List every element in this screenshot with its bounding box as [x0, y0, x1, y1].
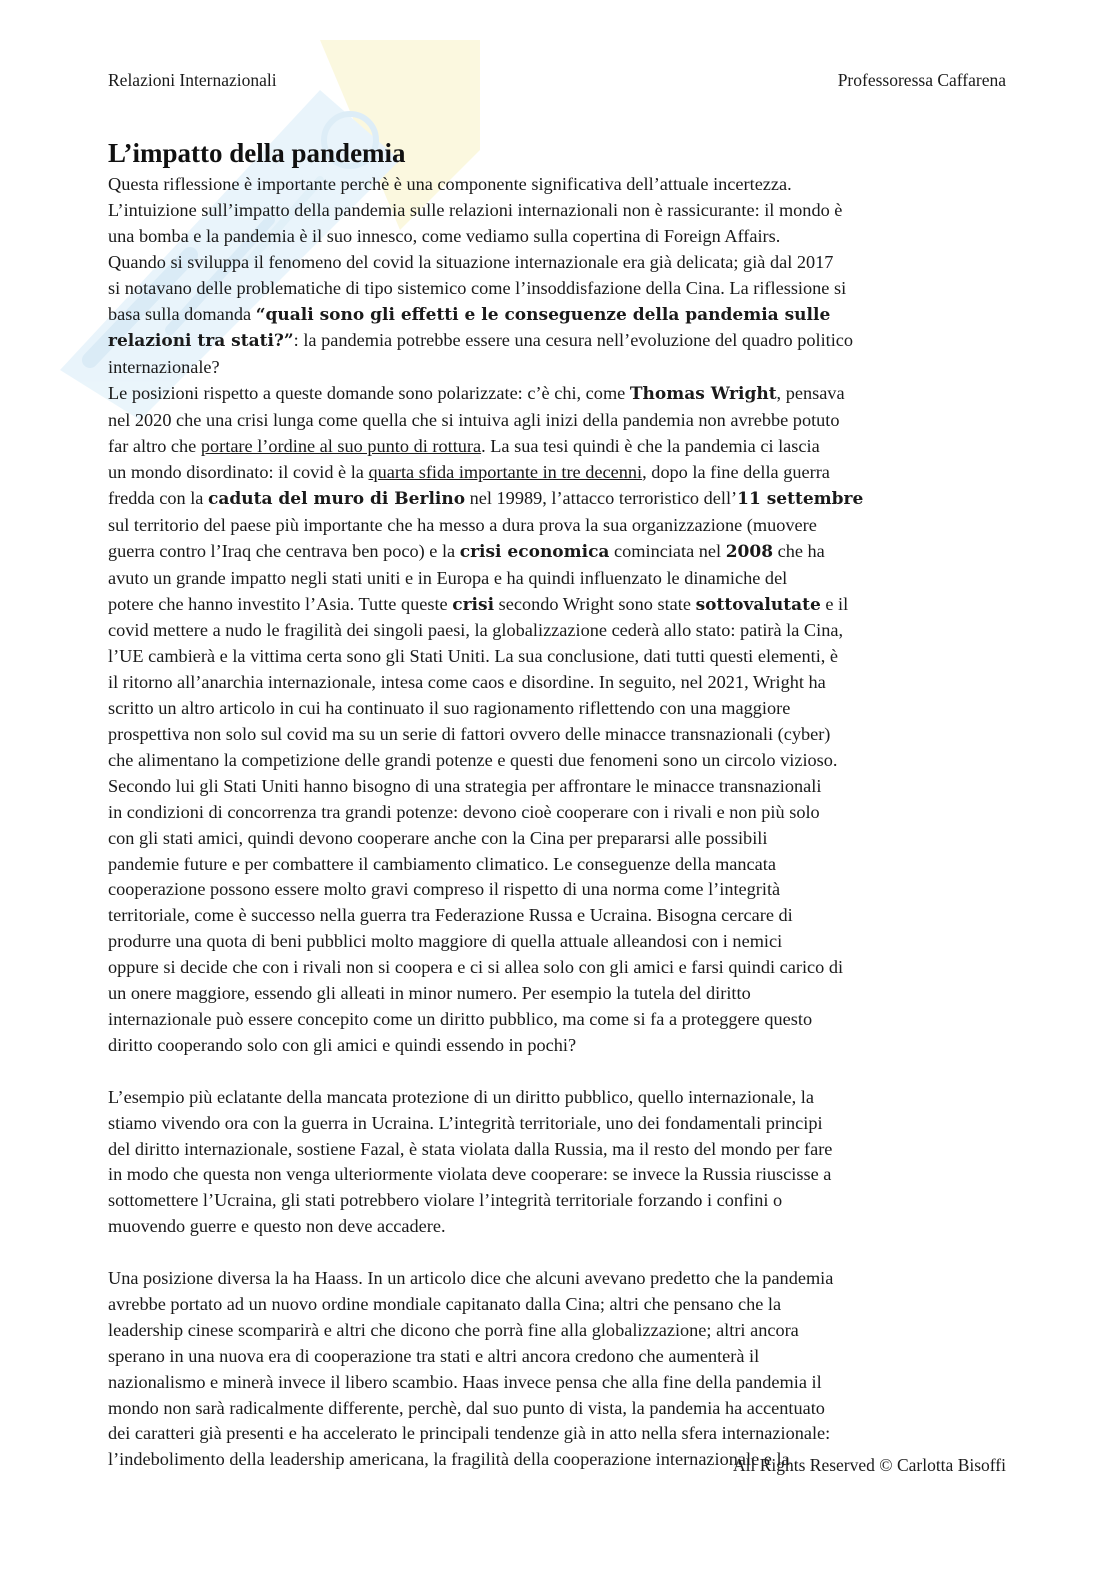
text-run: , pensava: [776, 383, 845, 404]
text-run: basa sulla domanda: [108, 303, 256, 324]
text-line: internazionale?: [108, 357, 220, 378]
text-line: avrebbe portato ad un nuovo ordine mondiale capitanato dalla Cina; altri che pensano che la: [108, 1293, 782, 1314]
text-run: : la pandemia potrebbe essere una cesura nell’evoluzione del quadro politico: [293, 330, 854, 351]
text-run: nel 19989, l’attacco terroristico dell’: [465, 487, 738, 508]
text-line: in condizioni di concorrenza tra grandi potenze: devono cioè cooperare con i rivali e non più solo: [108, 801, 820, 822]
text-run: , dopo la fine della guerra: [642, 461, 830, 482]
text-line: leadership cinese scomparirà e altri che dicono che porrà fine alla globalizzazione; altri ancora: [108, 1319, 799, 1340]
text-line: sperano in una nuova era di cooperazione tra stati e altri ancora credono che aumenterà il: [108, 1345, 760, 1366]
text-run: potere che hanno investito l’Asia. Tutte queste: [108, 593, 453, 614]
text-run: un mondo disordinato: il covid è la: [108, 461, 369, 482]
text-line: [108, 434, 1008, 460]
document-body: [108, 172, 1008, 1473]
text-line: internazionale può essere concepito come un diritto pubblico, ma come si fa a proteggere questo: [108, 1009, 813, 1029]
text-line: [108, 592, 1008, 619]
paragraph-2: [108, 381, 1008, 1059]
text-line: del diritto internazionale, sostiene Fazal, è stata violata dalla Russia, ma il resto del mondo per fare: [108, 1138, 833, 1159]
text-run: guerra contro l’Iraq che centrava ben poco) e la: [108, 540, 460, 561]
paragraph-1: [108, 172, 1008, 381]
text-line: [108, 302, 1008, 329]
text-run: fredda con la: [108, 487, 208, 508]
text-line: [108, 486, 1008, 513]
professor-name: Professoressa Caffarena: [837, 70, 1006, 90]
text-run: secondo Wright sono state: [494, 593, 696, 614]
text-line: si notavano delle problematiche di tipo sistemico come l’insoddisfazione della Cina. La riflessione si: [108, 277, 847, 298]
paragraph-3: [108, 1085, 1008, 1240]
text-line: un onere maggiore, essendo gli alleati in minor numero. Per esempio la tutela del diritto: [108, 983, 751, 1004]
bold-question: “quali sono gli effetti e le conseguenze della pandemia sulle: [255, 304, 831, 325]
underlined-text: portare l’ordine al suo punto di rottura: [200, 436, 482, 457]
text-line: che alimentano la competizione delle grandi potenze e questi due fenomeni sono un circolo vizioso.: [108, 749, 838, 770]
text-line: produrre una quota di beni pubblici molto maggiore di quella attuale alleandosi con i nemici: [108, 931, 783, 952]
bold-text: sottovalutate: [695, 594, 821, 615]
bold-name: Thomas Wright: [629, 384, 777, 405]
text-line: [108, 328, 1008, 355]
text-line: sul territorio del paese più importante che ha messo a dura prova la sua organizzazione (muovere: [108, 514, 817, 535]
text-line: l’indebolimento della leadership americana, la fragilità della cooperazione internazionale e la: [108, 1449, 790, 1470]
underlined-text: quarta sfida importante in tre decenni: [368, 461, 643, 482]
text-line: diritto cooperando solo con gli amici e quindi essendo in pochi?: [108, 1034, 577, 1055]
text-run: . La sua tesi quindi è che la pandemia ci lascia: [481, 436, 820, 457]
text-run: e il: [820, 593, 849, 614]
text-run: che ha: [773, 540, 825, 561]
bold-text: 11 settembre: [737, 488, 864, 509]
text-line: territoriale, come è successo nella guerra tra Federazione Russa e Ucraina. Bisogna cercare di: [108, 905, 793, 926]
text-line: stiamo vivendo ora con la guerra in Ucraina. L’integrità territoriale, uno dei fondamentali principi: [108, 1112, 823, 1133]
text-line: muovendo guerre e questo non deve accadere.: [108, 1216, 446, 1237]
text-line: L’intuizione sull’impatto della pandemia sulle relazioni internazionali non è rassicurante: il mondo è: [108, 199, 843, 220]
text-line: in modo che questa non venga ulteriormente violata deve cooperare: se invece la Russia riuscisse a: [108, 1164, 832, 1185]
text-line: oppure si decide che con i rivali non si coopera e ci si allea solo con gli amici e farsi quindi carico di: [108, 957, 844, 978]
text-line: una bomba e la pandemia è il suo innesco, come vediamo sulla copertina di Foreign Affairs.: [108, 225, 781, 246]
text-line: covid mettere a nudo le fragilità dei singoli paesi, la globalizzazione cederà allo stato: patirà la Cina,: [108, 620, 844, 641]
section-title: L’impatto della pandemia: [108, 138, 406, 168]
text-line: [108, 381, 1008, 408]
text-line: pandemie future e per combattere il cambiamento climatico. Le conseguenze della mancata: [108, 853, 776, 874]
text-line: [108, 460, 1008, 486]
page-header: [108, 70, 1006, 94]
text-line: mondo non sarà radicalmente differente, perchè, dal suo punto di vista, la pandemia ha accentuato: [108, 1397, 825, 1418]
text-line: prospettiva non solo sul covid ma su un serie di fattori ovvero delle minacce transnazionali (cyber): [108, 724, 831, 745]
text-line: L’esempio più eclatante della mancata protezione di un diritto pubblico, quello internazionale, la: [108, 1086, 814, 1107]
text-line: nel 2020 che una crisi lunga come quella che si intuiva agli inizi della pandemia non avrebbe potuto: [108, 410, 840, 431]
text-line: avuto un grande impatto negli stati uniti e in Europa e ha quindi influenzato le dinamiche del: [108, 567, 788, 588]
text-line: Secondo lui gli Stati Uniti hanno bisogno di una strategia per affrontare le minacce transnazionali: [108, 775, 822, 796]
text-line: Questa riflessione è importante perchè è una componente significativa dell’attuale incertezza.: [108, 174, 792, 194]
bold-text: crisi: [452, 594, 495, 615]
text-line: Quando si sviluppa il fenomeno del covid la situazione internazionale era già delicata; già dal 2017: [108, 251, 834, 272]
text-line: Una posizione diversa la ha Haass. In un articolo dice che alcuni avevano predetto che la pandemia: [108, 1268, 834, 1289]
text-line: scritto un altro articolo in cui ha continuato il suo ragionamento riflettendo con una maggiore: [108, 698, 791, 719]
bold-text: 2008: [725, 541, 774, 562]
text-line: l’UE cambierà e la vittima certa sono gli Stati Uniti. La sua conclusione, dati tutti questi elementi, è: [108, 646, 839, 667]
text-line: nazionalismo e minerà invece il libero scambio. Haas invece pensa che alla fine della pandemia il: [108, 1371, 822, 1392]
course-name: Relazioni Internazionali: [108, 70, 277, 90]
bold-question: relazioni tra stati?”: [108, 331, 294, 352]
text-run: Le posizioni rispetto a queste domande sono polarizzate: c’è chi, come: [108, 383, 630, 404]
bold-text: caduta del muro di Berlino: [208, 488, 466, 509]
text-line: [108, 539, 1008, 566]
text-line: sottomettere l’Ucraina, gli stati potrebbero violare l’integrità territoriale forzando i confini o: [108, 1190, 783, 1211]
text-line: cooperazione possono essere molto gravi compreso il rispetto di una norma come l’integrità: [108, 879, 781, 900]
bold-text: crisi economica: [459, 541, 610, 562]
paragraph-4: [108, 1266, 1008, 1473]
text-line: dei caratteri già presenti e ha accelerato le principali tendenze già in atto nella sfera internazionale:: [108, 1423, 831, 1444]
text-line: il ritorno all’anarchia internazionale, intesa come caos e disordine. In seguito, nel 2021, Wright ha: [108, 672, 826, 693]
copyright-footer: All Rights Reserved © Carlotta Bisoffi: [732, 1455, 1006, 1475]
text-run: cominciata nel: [609, 540, 726, 561]
text-line: con gli stati amici, quindi devono cooperare anche con la Cina per prepararsi alle possibili: [108, 827, 768, 848]
text-run: far altro che: [108, 436, 201, 457]
